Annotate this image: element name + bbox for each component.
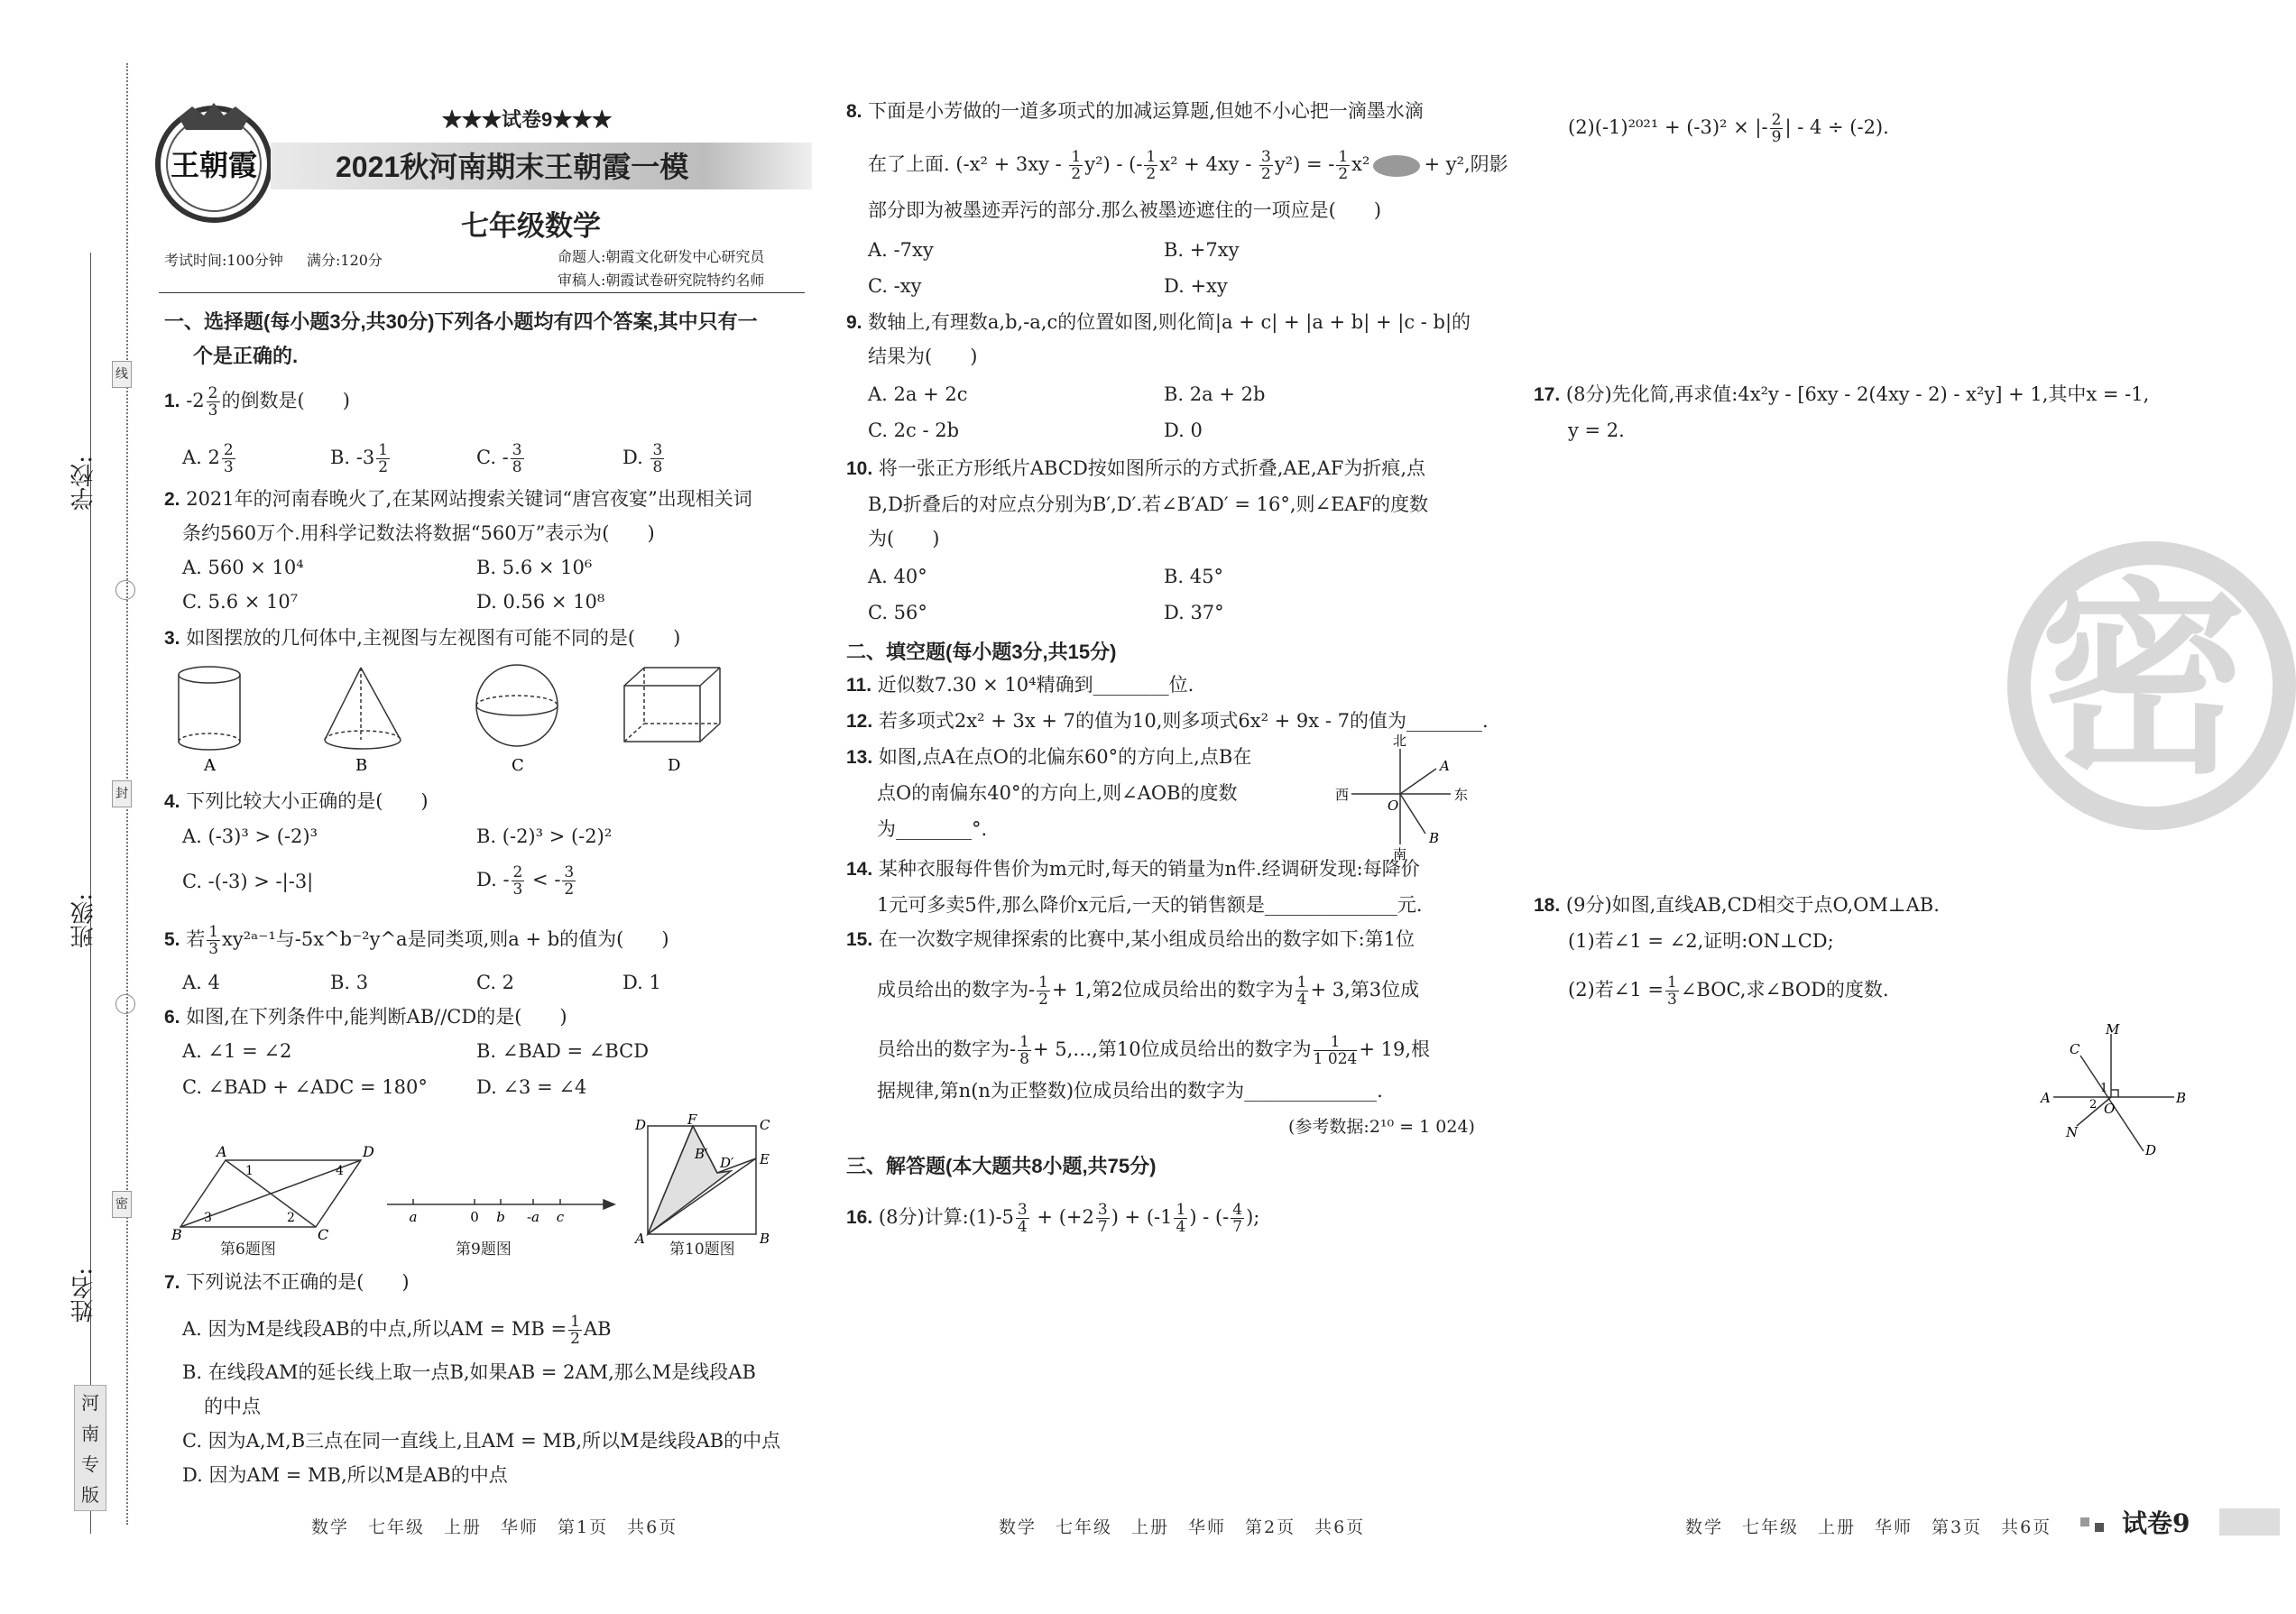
q2-option-c: C. 5.6 × 10⁷ — [182, 591, 299, 613]
footer-page-2: 数学 七年级 上册 华师 第2页 共6页 — [999, 1517, 1366, 1537]
q18-stem-line1: 18. (9分)如图,直线AB,CD相交于点O,OM⊥AB. — [1534, 894, 1940, 916]
q17-stem-line2: y = 2. — [1568, 420, 1625, 441]
subject-title: 七年级数学 — [461, 210, 601, 242]
svg-text:B′: B′ — [695, 1146, 708, 1162]
svg-text:D: D — [363, 1143, 374, 1160]
q10-option-a: A. 40° — [868, 566, 927, 587]
fig9-caption: 第9题图 — [456, 1240, 512, 1259]
q16-part1: 16. (8分)计算:(1)-5 $\frac{3}{4}$ + (+2 $\frac{3}{7}$ ) + (-1 $\frac{1}{4}$ ) - (- $\frac{4}{7}$ ); — [846, 1201, 1260, 1236]
svg-text:4: 4 — [336, 1164, 344, 1178]
svg-text:O: O — [1388, 798, 1399, 814]
svg-text:B: B — [171, 1226, 182, 1243]
seal-xian: 线 — [112, 361, 132, 388]
q15-stem-line2: 成员给出的数字为- $\frac{1}{2}$ + 1,第2位成员给出的数字为 $\frac{1}{4}$ + 3,第3位成 — [877, 973, 1420, 1009]
svg-text:0: 0 — [470, 1209, 479, 1225]
setter: 命题人:朝霞文化研发中心研究员 — [558, 248, 765, 265]
q15-stem-line4: 据规律,第n(n为正整数)位成员给出的数字为______________. — [877, 1080, 1383, 1102]
svg-text:b: b — [496, 1209, 505, 1225]
q2-stem-line1: 2. 2021年的河南春晚火了,在某网站搜索关键词“唐宫夜宴”出现相关词 — [164, 488, 752, 510]
footer-paper-tag: 试卷9 — [2122, 1508, 2190, 1538]
paper-title: 2021秋河南期末王朝霞一模 — [336, 151, 689, 183]
fig10-caption: 第10题图 — [669, 1240, 735, 1259]
q4-option-b: B. (-2)³ > (-2)² — [476, 825, 613, 847]
svg-text:1: 1 — [2100, 1082, 2108, 1095]
q7-stem: 7. 下列说法不正确的是( ) — [164, 1271, 410, 1293]
svg-text:N: N — [2066, 1124, 2079, 1140]
svg-text:c: c — [556, 1209, 565, 1225]
q2-option-a: A. 560 × 10⁴ — [182, 557, 304, 578]
q9-number-line — [383, 1191, 618, 1227]
q6-option-a: A. ∠1 = ∠2 — [182, 1040, 292, 1062]
cylinder-figure — [179, 667, 240, 750]
section-2-title: 二、填空题(每小题3分,共15分) — [846, 641, 1117, 663]
q9-option-a: A. 2a + 2c — [868, 383, 968, 405]
q18-part2: (2)若∠1 = $\frac{1}{3}$ ∠BOC,求∠BOD的度数. — [1568, 973, 1889, 1009]
q8-option-d: D. +xy — [1164, 275, 1228, 297]
q13-stem-line2: 点O的南偏东40°的方向上,则∠AOB的度数 — [877, 782, 1238, 804]
svg-text:1: 1 — [245, 1164, 254, 1178]
svg-text:a: a — [409, 1209, 418, 1225]
ink-blot — [1373, 155, 1420, 177]
section-1-title: 一、选择题(每小题3分,共30分)下列各小题均有四个答案,其中只有一 — [164, 310, 758, 333]
q10-option-b: B. 45° — [1164, 566, 1224, 587]
q7-option-a: A. 因为M是线段AB的中点,所以AM = MB = $\frac{1}{2}$ AB — [182, 1313, 612, 1348]
svg-text:M: M — [2106, 1021, 2120, 1038]
q6-option-d: D. ∠3 = ∠4 — [476, 1076, 587, 1098]
paper-series: ★★★试卷9★★★ — [442, 108, 613, 131]
q10-stem-line1: 10. 将一张正方形纸片ABCD按如图所示的方式折叠,AE,AF为折痕,点 — [846, 457, 1426, 479]
svg-text:C: C — [318, 1226, 329, 1243]
svg-text:A: A — [217, 1143, 227, 1160]
class-label: 班级: — [70, 893, 97, 948]
q8-option-c: C. -xy — [868, 275, 922, 297]
svg-text:A: A — [1440, 758, 1450, 774]
section-3-title: 三、解答题(本大题共8小题,共75分) — [846, 1155, 1157, 1177]
q8-option-b: B. +7xy — [1164, 239, 1240, 261]
q14-stem-line1: 14. 某种衣服每件售价为m元时,每天的销量为n件.经调研发现:每降价 — [846, 858, 1420, 880]
svg-text:C: C — [760, 1117, 770, 1133]
q13-compass-figure — [1335, 733, 1471, 862]
footer-deco-icon — [2080, 1517, 2089, 1526]
q9-stem-line1: 9. 数轴上,有理数a,b,-a,c的位置如图,则化简|a + c| + |a + b| + |c - b|的 — [846, 311, 1471, 333]
q11-text: 11. 近似数7.30 × 10⁴精确到________位. — [846, 674, 1194, 696]
q6-stem: 6. 如图,在下列条件中,能判断AB//CD的是( ) — [164, 1006, 567, 1028]
svg-text:C: C — [2070, 1041, 2080, 1057]
footer-page-3: 数学 七年级 上册 华师 第3页 共6页 — [1685, 1517, 2052, 1537]
q5-option-b: B. 3 — [330, 972, 369, 993]
school-label: 学校: — [70, 456, 97, 511]
svg-text:2: 2 — [287, 1211, 295, 1225]
edition-badge: 河南专版 — [74, 1385, 106, 1511]
seal-mi: 密 — [112, 1191, 132, 1218]
svg-text:B: B — [2176, 1090, 2187, 1106]
svg-text:-a: -a — [526, 1209, 540, 1225]
q13-stem-line3: 为________°. — [877, 818, 988, 840]
svg-text:A: A — [635, 1231, 645, 1247]
q1-option-d: D. $\frac{3}{8}$ — [622, 441, 663, 476]
svg-text:南: 南 — [1393, 846, 1407, 862]
q7-option-d: D. 因为AM = MB,所以M是AB的中点 — [182, 1464, 508, 1486]
svg-text:东: 东 — [1454, 787, 1469, 803]
svg-text:F: F — [687, 1111, 697, 1128]
q14-stem-line2: 1元可多卖5件,那么降价x元后,一天的销售额是______________元. — [877, 894, 1423, 916]
q2-stem-line2: 条约560万个.用科学记数法将数据“560万”表示为( ) — [182, 522, 655, 544]
q8-stem-line1: 8. 下面是小芳做的一道多项式的加减运算题,但她不小心把一滴墨水滴 — [846, 100, 1424, 122]
q4-stem: 4. 下列比较大小正确的是( ) — [164, 790, 429, 812]
svg-text:西: 西 — [1335, 787, 1350, 803]
q4-option-d: D. - $\frac{2}{3}$ < - $\frac{3}{2}$ — [476, 863, 575, 899]
svg-text:B: B — [760, 1231, 770, 1247]
footer-deco-icon — [2095, 1523, 2104, 1532]
q15-stem-line3: 员给出的数字为- $\frac{1}{8}$ + 5,…,第10位成员给出的数字为 $\frac{1}{1 024}$ + 19,根 — [877, 1033, 1430, 1068]
q10-stem-line2: B,D折叠后的对应点分别为B′,D′.若∠B′AD′ = 16°,则∠EAF的度数 — [868, 493, 1429, 515]
svg-text:北: 北 — [1393, 733, 1407, 749]
q2-option-d: D. 0.56 × 10⁸ — [476, 591, 605, 613]
svg-text:A: A — [2041, 1090, 2051, 1106]
q8-stem-line3: 部分即为被墨迹弄污的部分.那么被墨迹遮住的一项应是( ) — [868, 199, 1382, 221]
q3-label-a: A — [204, 756, 216, 775]
q3-label-b: B — [355, 756, 368, 775]
q5-option-d: D. 1 — [622, 972, 661, 993]
q8-option-a: A. -7xy — [868, 239, 934, 261]
full-score: 满分:120分 — [307, 252, 383, 269]
seal-feng: 封 — [112, 780, 132, 807]
confidential-watermark: 密 — [2007, 541, 2296, 830]
footer-page-1: 数学 七年级 上册 华师 第1页 共6页 — [311, 1517, 678, 1537]
fig6-caption: 第6题图 — [220, 1240, 276, 1259]
q16-part2: (2)(-1)²⁰²¹ + (-3)² × |- $\frac{2}{9}$ | - 4 ÷ (-2). — [1568, 111, 1889, 146]
q1-option-b: B. -3 $\frac{1}{2}$ — [330, 441, 389, 476]
svg-text:3: 3 — [204, 1211, 212, 1225]
name-label: 姓名: — [70, 1268, 97, 1323]
q4-option-a: A. (-3)³ > (-2)³ — [182, 825, 318, 847]
punch-hole-icon — [115, 994, 135, 1014]
q17-stem-line1: 17. (8分)先化简,再求值:4x²y - [6xy - 2(4xy - 2) - x²y] + 1,其中x = -1, — [1534, 383, 2150, 405]
q10-option-d: D. 37° — [1164, 602, 1224, 623]
q1-option-a: A. 2 $\frac{2}{3}$ — [182, 441, 234, 476]
q6-figure — [171, 1117, 379, 1243]
q1-stem: 1. -2 $\frac{2}{3}$ 的倒数是( ) — [164, 384, 350, 420]
q15-stem-line1: 15. 在一次数字规律探索的比赛中,某小组成员给出的数字如下:第1位 — [846, 928, 1415, 950]
q5-stem: 5. 若 $\frac{1}{3}$ xy²ᵃ⁻¹与-5x^b⁻²y^a是同类项,则a + b的值为( ) — [164, 923, 669, 958]
q7-option-c: C. 因为A,M,B三点在同一直线上,且AM = MB,所以M是线段AB的中点 — [182, 1430, 781, 1452]
q10-option-c: C. 56° — [868, 602, 927, 623]
svg-text:王朝霞: 王朝霞 — [170, 148, 258, 182]
q3-stem: 3. 如图摆放的几何体中,主视图与左视图有可能不同的是( ) — [164, 627, 681, 649]
exam-time: 考试时间:100分钟 — [164, 252, 283, 269]
q7-option-b-cont: 的中点 — [204, 1396, 261, 1417]
svg-text:B: B — [1429, 830, 1440, 846]
sphere-figure — [476, 665, 558, 746]
reviewer: 审稿人:朝霞试卷研究院特约名师 — [558, 272, 765, 289]
q9-option-c: C. 2c - 2b — [868, 420, 960, 441]
svg-text:E: E — [760, 1151, 770, 1167]
footer-tag-bar — [2219, 1508, 2280, 1536]
svg-text:D: D — [635, 1117, 647, 1133]
q8-stem-line2: 在了上面. (-x² + 3xy - $\frac{1}{2}$ y²) - (- $\frac{1}{2}$ x² + 4xy - $\frac{3}{2}$ y²) = - $\frac{1}{2}$ x² + y²,阴影 — [868, 148, 1508, 183]
q7-option-b: B. 在线段AM的延长线上取一点B,如果AB = 2AM,那么M是线段AB — [182, 1361, 756, 1383]
q2-option-b: B. 5.6 × 10⁶ — [476, 557, 593, 578]
q6-option-c: C. ∠BAD + ∠ADC = 180° — [182, 1076, 428, 1098]
q13-stem-line1: 13. 如图,点A在点O的北偏东60°的方向上,点B在 — [846, 746, 1252, 768]
q1-option-c: C. - $\frac{3}{8}$ — [476, 441, 522, 476]
svg-text:D′: D′ — [720, 1155, 734, 1171]
q10-fold-figure — [632, 1111, 770, 1247]
q6-option-b: B. ∠BAD = ∠BCD — [476, 1040, 650, 1062]
svg-text:O: O — [2104, 1101, 2116, 1117]
q18-figure — [2041, 1021, 2194, 1162]
logo-seal — [152, 99, 276, 224]
q12-text: 12. 若多项式2x² + 3x + 7的值为10,则多项式6x² + 9x - 7的值为________. — [846, 710, 1489, 732]
q5-option-a: A. 4 — [182, 972, 220, 993]
cone-figure — [325, 668, 401, 749]
q3-solids-figure — [162, 659, 740, 785]
svg-text:2: 2 — [2089, 1098, 2098, 1111]
q4-option-c: C. -(-3) > -|-3| — [182, 871, 314, 892]
cuboid-figure — [624, 668, 720, 742]
q10-stem-line3: 为( ) — [868, 528, 940, 549]
q18-part1: (1)若∠1 = ∠2,证明:ON⊥CD; — [1568, 930, 1834, 952]
q5-option-c: C. 2 — [476, 972, 515, 993]
svg-text:D: D — [2145, 1142, 2157, 1158]
q9-option-b: B. 2a + 2b — [1164, 383, 1266, 405]
q9-option-d: D. 0 — [1164, 420, 1203, 441]
punch-hole-icon — [115, 580, 135, 600]
q3-label-d: D — [668, 756, 681, 775]
q15-reference: (参考数据:2¹⁰ = 1 024) — [1288, 1117, 1475, 1137]
section-1-title-cont: 个是正确的. — [193, 345, 299, 367]
q9-stem-line2: 结果为( ) — [868, 346, 978, 367]
q3-label-c: C — [512, 756, 524, 775]
header-divider — [159, 292, 805, 293]
